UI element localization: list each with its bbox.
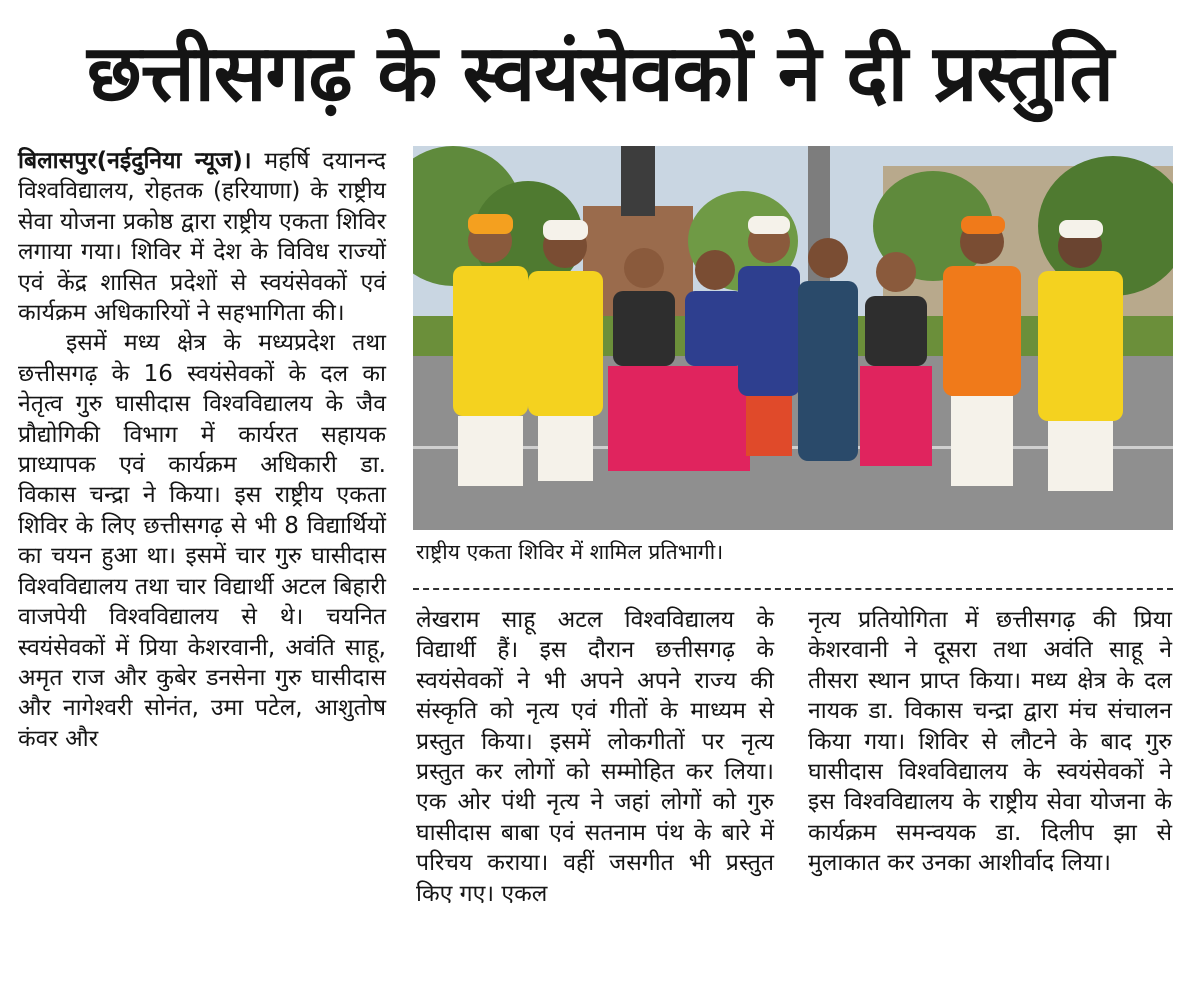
divider-rule [413, 588, 1173, 590]
photo-caption: राष्ट्रीय एकता शिविर में शामिल प्रतिभागी। [416, 540, 724, 564]
article-paragraph-1 [18, 146, 386, 328]
article-paragraph-2: इसमें मध्य क्षेत्र के मध्यप्रदेश तथा छत्तीसगढ़ के 16 स्वयंसेवकों के दल का नेतृत्व गुरु घासीदास विश्वविद्यालय के जैव प्रौद्योगिकी विभाग में कार्यरत सहायक प्राध्यापक एवं कार्यक्रम अधिकारी डा. विकास चन्द्रा ने किया। इस राष्ट्रीय एकता शिविर के लिए छत्तीसगढ़ से भी 8 विद्यार्थियों का चयन हुआ था। इसमें चार गुरु घासीदास विश्वविद्यालय तथा चार विद्यार्थी अटल बिहारी वाजपेयी विश्वविद्यालय से थे। चयनित स्वयंसेवकों में प्रिया केशरवानी, अवंति साहू, अमृत राज और कुबेर डनसेना गुरु घासीदास और नागेश्वरी सोनंत, उमा पटेल, आशुतोष कंवर और [18, 330, 386, 752]
headline: छत्तीसगढ़ के स्वयंसेवकों ने दी प्रस्तुति [87, 29, 1113, 119]
column-2-text: लेखराम साहू अटल विश्वविद्यालय के विद्यार्थी हैं। इस दौरान छत्तीसगढ़ के स्वयंसेवकों ने भी अपने अपने राज्य की संस्कृति को नृत्य एवं गीतों के माध्यम से प्रस्तुत किया। इसमें लोकगीतों पर नृत्य प्रस्तुत कर लोगों को सम्मोहित कर लिया। एक ओर पंथी नृत्य ने जहां लोगों को गुरु घासीदास बाबा एवं सतनाम पंथ के बारे में परिचय कराया। वहीं जसगीत भी प्रस्तुत किए गए। एकल [416, 607, 774, 907]
dateline: बिलासपुर(नईदुनिया न्यूज)। [18, 148, 252, 174]
participants-photo-illustration [413, 146, 1173, 530]
article-column-3 [808, 605, 1172, 879]
news-photo [413, 146, 1173, 530]
paragraph-1-text: महर्षि दयानन्द विश्वविद्यालय, रोहतक (हरियाणा) के राष्ट्रीय सेवा योजना प्रकोष्ठ द्वारा राष्ट्रीय एकता शिविर लगाया गया। शिविर में देश के विविध राज्यों एवं केंद्र शासित प्रदेशों से स्वयंसेवकों एवं कार्यक्रम अधिकारियों ने सहभागिता की। [18, 148, 387, 327]
column-3-text: नृत्य प्रतियोगिता में छत्तीसगढ़ की प्रिया केशरवानी ने दूसरा तथा अवंति साहू ने तीसरा स्थान प्राप्त किया। मध्य क्षेत्र के दल नायक डा. विकास चन्द्रा द्वारा मंच संचालन किया गया। शिविर से लौटने के बाद गुरु घासीदास विश्वविद्यालय के स्वयंसेवकों ने इस विश्वविद्यालय के राष्ट्रीय सेवा योजना के कार्यक्रम समन्वयक डा. दिलीप झा से मुलाकात कर उनका आशीर्वाद लिया। [808, 607, 1172, 877]
article-column-1 [18, 146, 386, 754]
statue [621, 146, 655, 216]
article-column-2 [416, 605, 774, 909]
